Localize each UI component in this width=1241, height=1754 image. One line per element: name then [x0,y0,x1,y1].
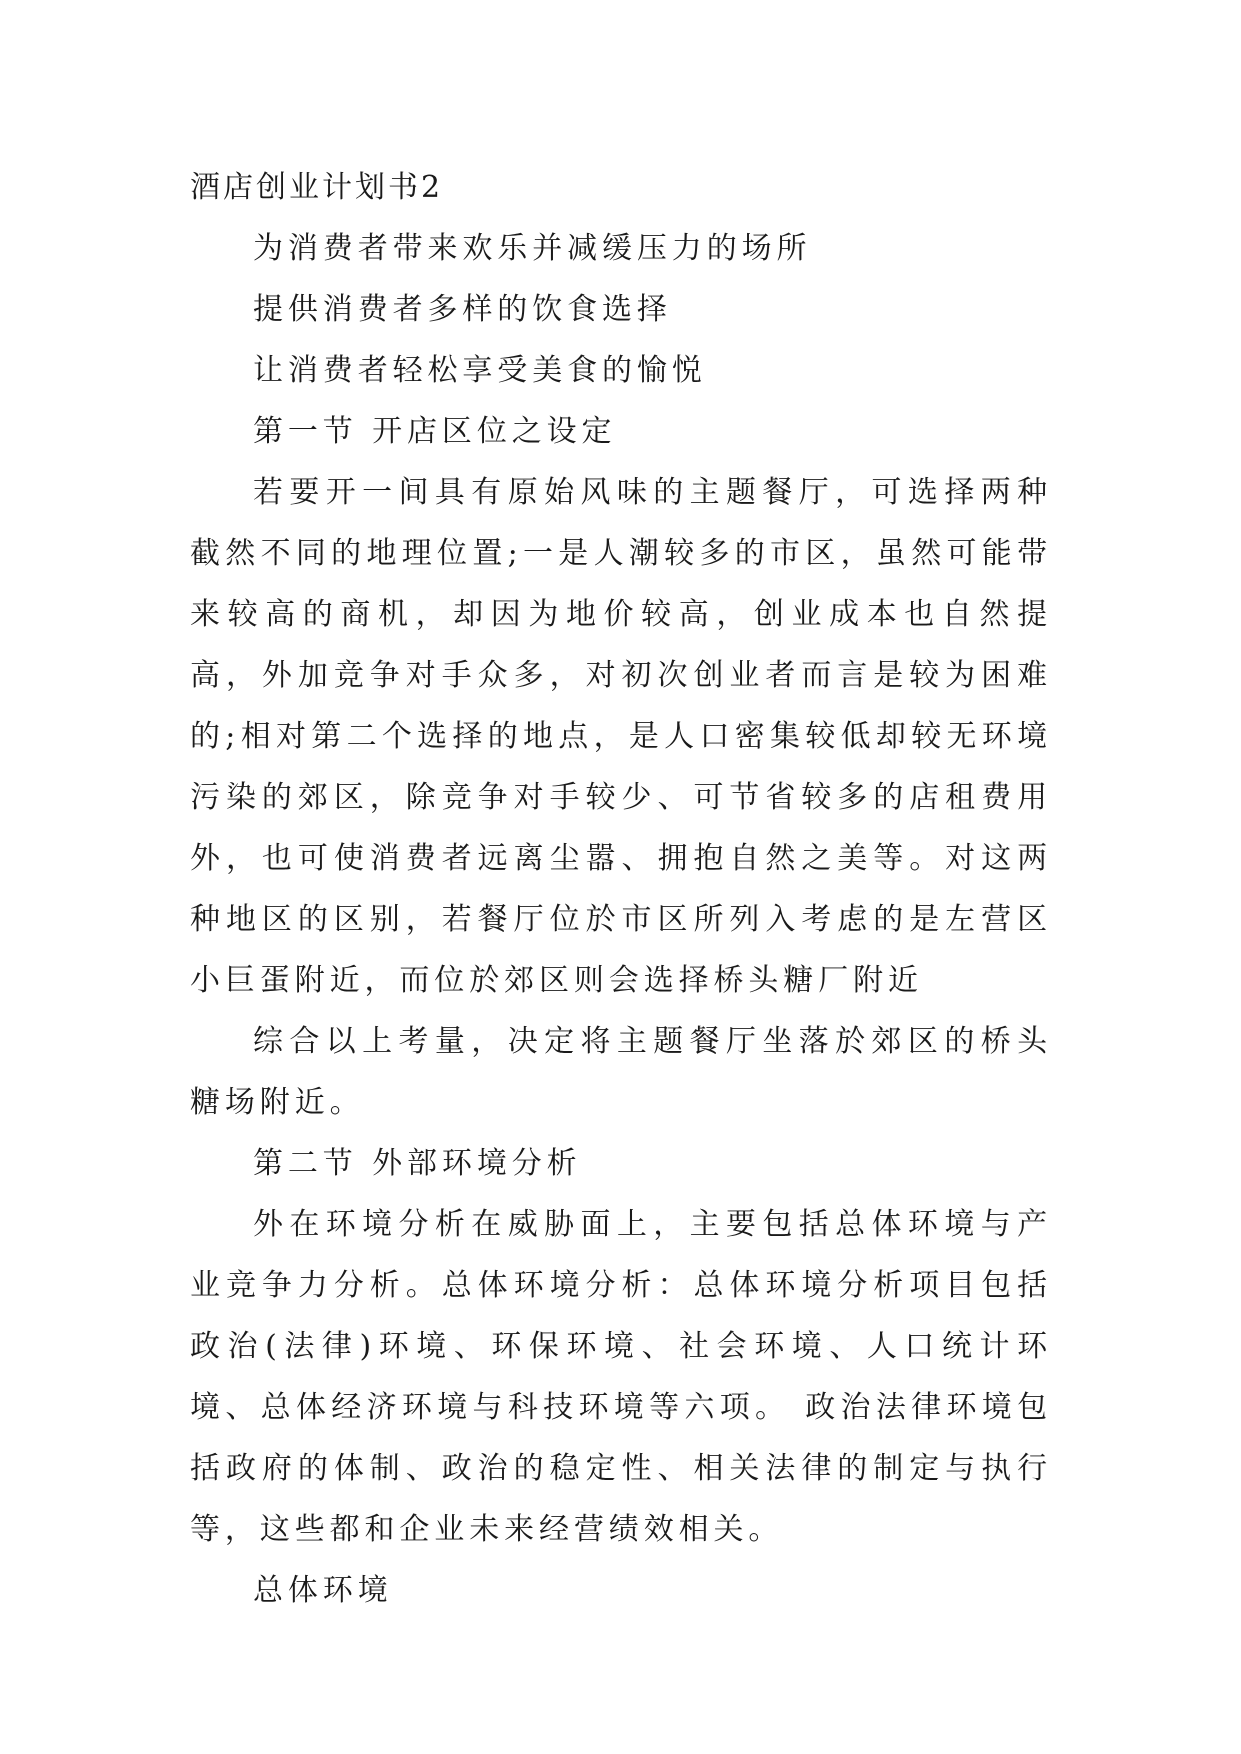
body-paragraph: 外在环境分析在威胁面上，主要包括总体环境与产业竞争力分析。总体环境分析：总体环境分析项目包括政治(法律)环境、环保环境、社会环境、人口统计环境、总体经济环境与科技环境等六项。 政治法律环境包括政府的体制、政治的稳定性、相关法律的制定与执行等，这些都和企业未来经营绩效相关。 [190,1207,1052,1547]
body-paragraph: 综合以上考量，决定将主题餐厅坐落於郊区的桥头糖场附近。 [190,1024,1052,1120]
section-heading: 第二节 外部环境分析 [253,1146,582,1181]
document-body [190,157,1052,1621]
slogan-line: 提供消费者多样的饮食选择 [253,292,672,327]
slogan-line: 为消费者带来欢乐并减缓压力的场所 [253,231,812,266]
subsection-heading: 总体环境 [253,1573,393,1608]
body-paragraph: 若要开一间具有原始风味的主题餐厅，可选择两种截然不同的地理位置;一是人潮较多的市区，虽然可能带来较高的商机，却因为地价较高，创业成本也自然提高，外加竞争对手众多，对初次创业者而言是较为困难的;相对第二个选择的地点，是人口密集较低却较无环境污染的郊区，除竞争对手较少、可节省较多的店租费用外，也可使消费者远离尘嚣、拥抱自然之美等。对这两种地区的区别，若餐厅位於市区所列入考虑的是左营区小巨蛋附近，而位於郊区则会选择桥头糖厂附近 [190,475,1052,998]
section-heading: 第一节 开店区位之设定 [253,414,617,449]
slogan-line: 让消费者轻松享受美食的愉悦 [253,353,707,388]
document-title: 酒店创业计划书2 [190,170,444,205]
